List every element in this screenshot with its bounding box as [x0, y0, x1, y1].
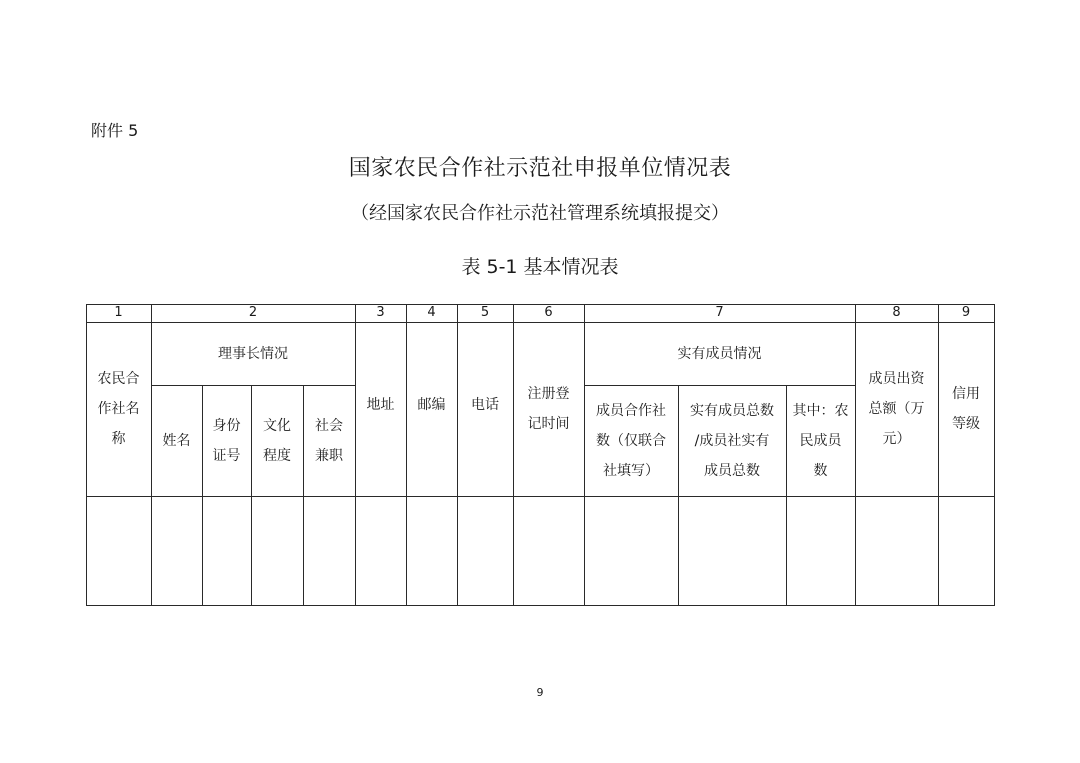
- table-rule: [151, 304, 152, 606]
- data-cell-chairman-id[interactable]: [202, 496, 251, 605]
- header-member-total: 实有成员总数 /成员社实有 成员总数: [690, 402, 774, 479]
- data-cell-capital[interactable]: [855, 496, 938, 605]
- header-registration-time: 注册登 记时间: [527, 386, 570, 432]
- col-number-6: 6: [544, 305, 553, 320]
- table-rule: [678, 385, 679, 606]
- col-number-3: 3: [376, 305, 385, 320]
- table-rule: [938, 304, 939, 606]
- col-number-4: 4: [427, 305, 436, 320]
- data-cell-registration-time[interactable]: [513, 496, 584, 605]
- page-subtitle: （经国家农民合作社示范社管理系统填报提交）: [351, 203, 729, 224]
- header-postcode: 邮编: [417, 397, 446, 413]
- table-rule: [457, 304, 458, 606]
- data-cell-coop-name[interactable]: [86, 496, 151, 605]
- table-title: 表 5-1 基本情况表: [461, 256, 619, 278]
- data-cell-credit-rating[interactable]: [938, 496, 994, 605]
- header-coop-name: 农民合 作社名 称: [97, 371, 140, 447]
- attachment-label: 附件 5: [91, 121, 139, 140]
- col-number-1: 1: [114, 305, 123, 320]
- table-rule: [303, 385, 304, 606]
- data-cell-chairman-social-role[interactable]: [303, 496, 355, 605]
- table-rule: [584, 304, 585, 606]
- data-cell-chairman-name[interactable]: [151, 496, 202, 605]
- col-number-8: 8: [892, 305, 901, 320]
- header-capital: 成员出资 总额（万 元）: [868, 371, 925, 447]
- table-rule: [86, 496, 995, 497]
- data-cell-member-coops[interactable]: [584, 496, 678, 605]
- header-chairman-name: 姓名: [162, 432, 191, 449]
- header-chairman-education: 文化 程度: [263, 417, 291, 464]
- table-border-bottom: [86, 605, 995, 606]
- header-address: 地址: [366, 397, 395, 413]
- table-rule: [406, 304, 407, 606]
- header-phone: 电话: [471, 397, 499, 413]
- page-number: 9: [536, 686, 544, 699]
- col-number-2: 2: [248, 305, 258, 320]
- data-cell-farmer-members[interactable]: [786, 496, 855, 605]
- data-cell-chairman-education[interactable]: [251, 496, 303, 605]
- header-credit-rating: 信用 等级: [952, 386, 980, 432]
- table-border-left: [86, 304, 87, 606]
- table-rule: [151, 385, 355, 386]
- table-rule: [513, 304, 514, 606]
- table-rule: [251, 385, 252, 606]
- header-farmer-members: 其中：农 民成员 数: [792, 402, 849, 479]
- table-border-top: [86, 304, 995, 305]
- header-members: 实有成员情况: [677, 345, 762, 362]
- col-number-7: 7: [715, 305, 724, 320]
- header-chairman-id: 身份 证号: [212, 417, 241, 464]
- header-member-coops: 成员合作社 数（仅联合 社填写）: [596, 402, 666, 479]
- page-title: 国家农民合作社示范社申报单位情况表: [348, 156, 732, 181]
- col-number-5: 5: [480, 305, 490, 320]
- data-cell-member-total[interactable]: [678, 496, 786, 605]
- table-rule: [786, 385, 787, 606]
- data-cell-postcode[interactable]: [406, 496, 457, 605]
- table-rule: [202, 385, 203, 606]
- table-rule: [355, 304, 356, 606]
- header-chairman-social-role: 社会 兼职: [315, 417, 343, 464]
- data-cell-phone[interactable]: [457, 496, 513, 605]
- table-rule: [855, 304, 856, 606]
- table-border-right: [994, 304, 995, 606]
- table-rule: [584, 385, 855, 386]
- col-number-9: 9: [961, 305, 971, 320]
- table-rule: [86, 322, 995, 323]
- data-cell-address[interactable]: [355, 496, 406, 605]
- header-chairman: 理事长情况: [218, 345, 288, 362]
